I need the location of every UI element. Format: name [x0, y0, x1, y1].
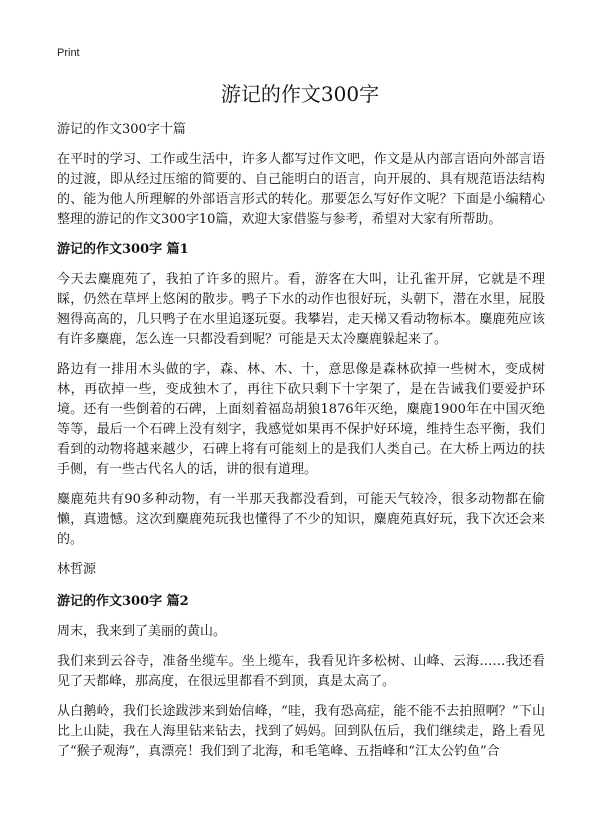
- article-2-paragraph: 周末，我来到了美丽的黄山。: [57, 624, 227, 639]
- intro-paragraph: 在平时的学习、工作或生活中，许多人都写过作文吧，作文是从内部言语向外部言语的过渡，即从经过压缩的简要的、自己能明白的语言，向开展的、具有规范语法结构的、能为他人所理解的外部语言形式的转化。那要怎么写好作文呢？下面是小编精心整理的游记的作文300字10篇，欢迎大家借鉴与参考，希望对大家有所帮助。: [57, 152, 545, 227]
- article-1-paragraph: 今天去麋鹿苑了，我拍了许多的照片。看，游客在大叫，让孔雀开屏，它就是不理睬，仍然在草坪上悠闲的散步。鸭子下水的动作也很好玩，头朝下，潜在水里，屁股翘得高高的，几只鸭子在水里追逐玩耍。我攀岩，走天梯又看动物标本。麋鹿苑应该有许多麋鹿，怎么连一只都没看到呢？可能是天太冷麋鹿躲起来了。: [57, 272, 545, 347]
- article-2-heading: 游记的作文300字 篇2: [57, 594, 189, 609]
- print-link[interactable]: Print: [57, 47, 80, 59]
- article-2-paragraph: 从白鹅岭，我们长途跋涉来到始信峰，“哇，我有恐高症，能不能不去拍照啊？”下山比上山陡，我在人海里钻来钻去，找到了妈妈。回到队伍后，我们继续走，路上看见了“猴子观海”，真漂亮！我们到了北海，和毛笔峰、五指峰和“江太公钓鱼”合: [57, 704, 545, 759]
- article-1-author: 林哲源: [57, 562, 97, 577]
- page-title: 游记的作文300字: [220, 82, 380, 106]
- article-1-heading: 游记的作文300字 篇1: [57, 242, 189, 257]
- article-1-paragraph: 路边有一排用木头做的字，森、林、木、十，意思像是森林砍掉一些树木，变成树林，再砍掉一些，变成独木了，再往下砍只剩下十字架了，是在告诫我们要爱护环境。还有一些倒着的石碑，上面刻着福岛胡狼1876年灭绝，麋鹿1900年在中国灭绝等等，最后一个石碑上没有刻字，我感觉如果再不保护好环境，维持生态平衡，我们看到的动物将越来越少，石碑上将有可能刻上的是我们人类自己。在大桥上两边的扶手侧，有一些古代名人的话，讲的很有道理。: [57, 362, 545, 477]
- article-1-paragraph: 麋鹿苑共有90多种动物，有一半那天我都没看到，可能天气较冷，很多动物都在偷懒，真遗憾。这次到麋鹿苑玩我也懂得了不少的知识，麋鹿苑真好玩，我下次还会来的。: [57, 492, 545, 547]
- article-2-paragraph: 我们来到云谷寺，准备坐缆车。坐上缆车，我看见许多松树、山峰、云海……我还看见了天都峰，那高度，在很远里都看不到顶，真是太高了。: [57, 654, 545, 689]
- article-content: [57, 120, 545, 772]
- subtitle: 游记的作文300字十篇: [57, 122, 186, 137]
